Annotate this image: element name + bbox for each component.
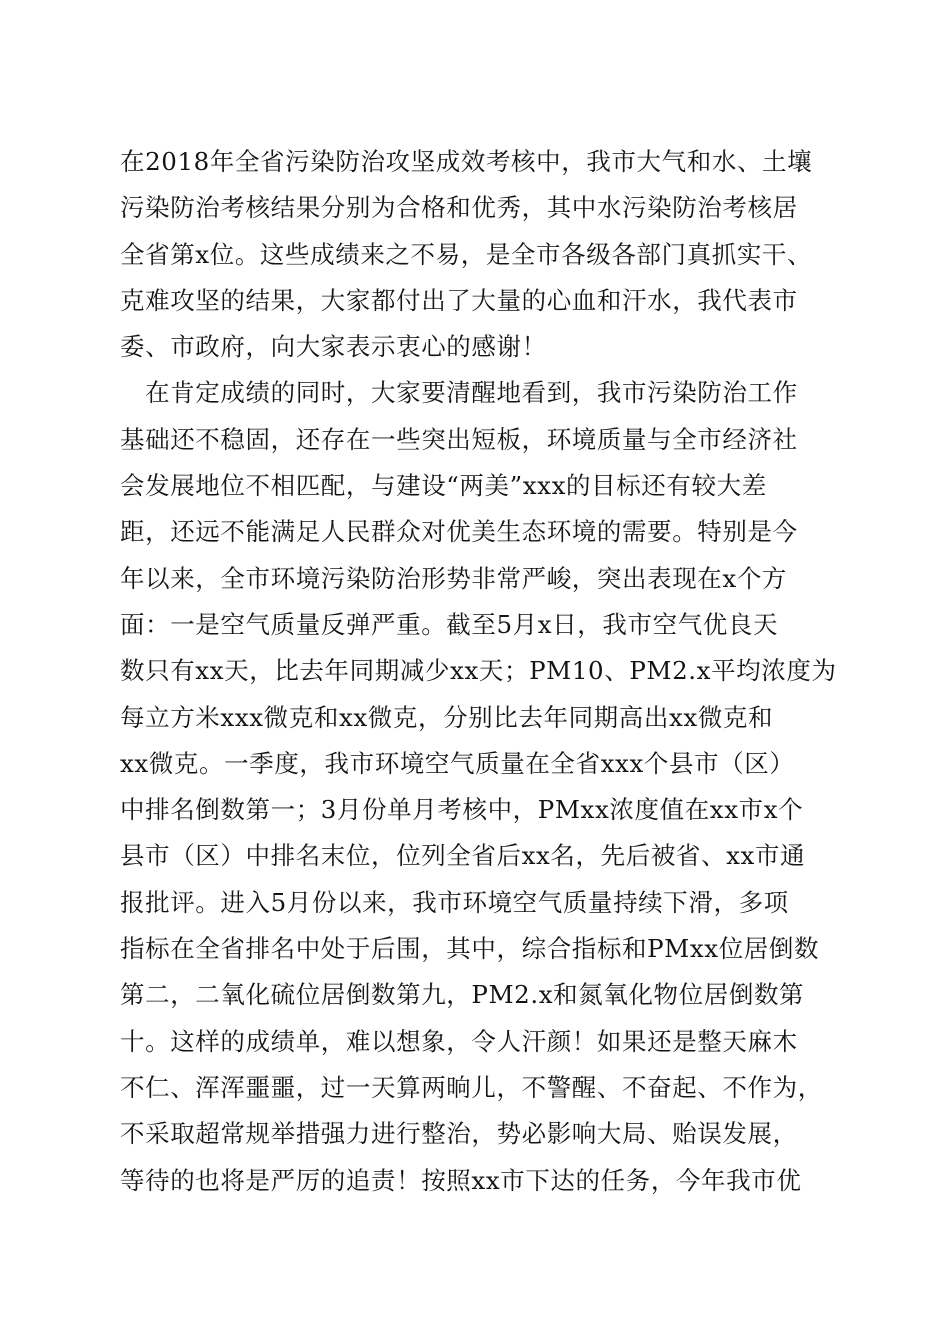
text-line: 会发展地位不相匹配，与建设“两美”xxx的目标还有较大差 (120, 471, 767, 501)
text-line: 指标在全省排名中处于后围，其中，综合指标和PMxx位居倒数 (120, 934, 820, 964)
text-line: 在2018年全省污染防治攻坚成效考核中，我市大气和水、土壤 (120, 147, 813, 176)
text-line: 污染防治考核结果分别为合格和优秀，其中水污染防治考核居 (120, 193, 798, 223)
text-line: 县市（区）中排名末位，位列全省后xx名，先后被省、xx市通 (120, 841, 806, 871)
text-line: xx微克。一季度，我市环境空气质量在全省xxx个县市（区） (120, 748, 795, 778)
text-line: 年以来，全市环境污染防治形势非常严峻，突出表现在x个方 (120, 563, 788, 593)
text-line: 不采取超常规举措强力进行整治，势必影响大局、贻误发展， (120, 1119, 798, 1149)
text-line: 基础还不稳固，还存在一些突出短板，环境质量与全市经济社 (120, 424, 798, 454)
text-line: 全省第x位。这些成绩来之不易，是全市各级各部门真抓实干、 (120, 239, 813, 269)
text-line: 不仁、浑浑噩噩，过一天算两晌儿，不警醒、不奋起、不作为， (120, 1072, 823, 1102)
text-line: 距，还远不能满足人民群众对优美生态环境的需要。特别是今 (120, 517, 798, 547)
text-line: 数只有xx天，比去年同期减少xx天；PM10、PM2.x平均浓度为 (120, 656, 837, 686)
text-line: 委、市政府，向大家表示衷心的感谢！ (120, 332, 547, 362)
text-line: 克难攻坚的结果，大家都付出了大量的心血和汗水，我代表市 (120, 285, 798, 315)
text-line: 在肯定成绩的同时，大家要清醒地看到，我市污染防治工作 (120, 378, 798, 408)
text-line: 等待的也将是严厉的追责！按照xx市下达的任务，今年我市优 (120, 1165, 802, 1195)
text-line: 第二，二氧化硫位居倒数第九，PM2.x和氮氧化物位居倒数第 (120, 980, 805, 1010)
text-line: 十。这样的成绩单，难以想象，令人汗颜！如果还是整天麻木 (120, 1026, 798, 1056)
text-line: 面：一是空气质量反弹严重。截至5月x日，我市空气优良天 (120, 609, 779, 639)
body-text (120, 139, 837, 1204)
text-line: 每立方米xxx微克和xx微克，分别比去年同期高出xx微克和 (120, 702, 774, 732)
text-line: 报批评。进入5月份以来，我市环境空气质量持续下滑，多项 (120, 887, 789, 917)
text-line: 中排名倒数第一；3月份单月考核中，PMxx浓度值在xx市x个 (120, 795, 804, 825)
